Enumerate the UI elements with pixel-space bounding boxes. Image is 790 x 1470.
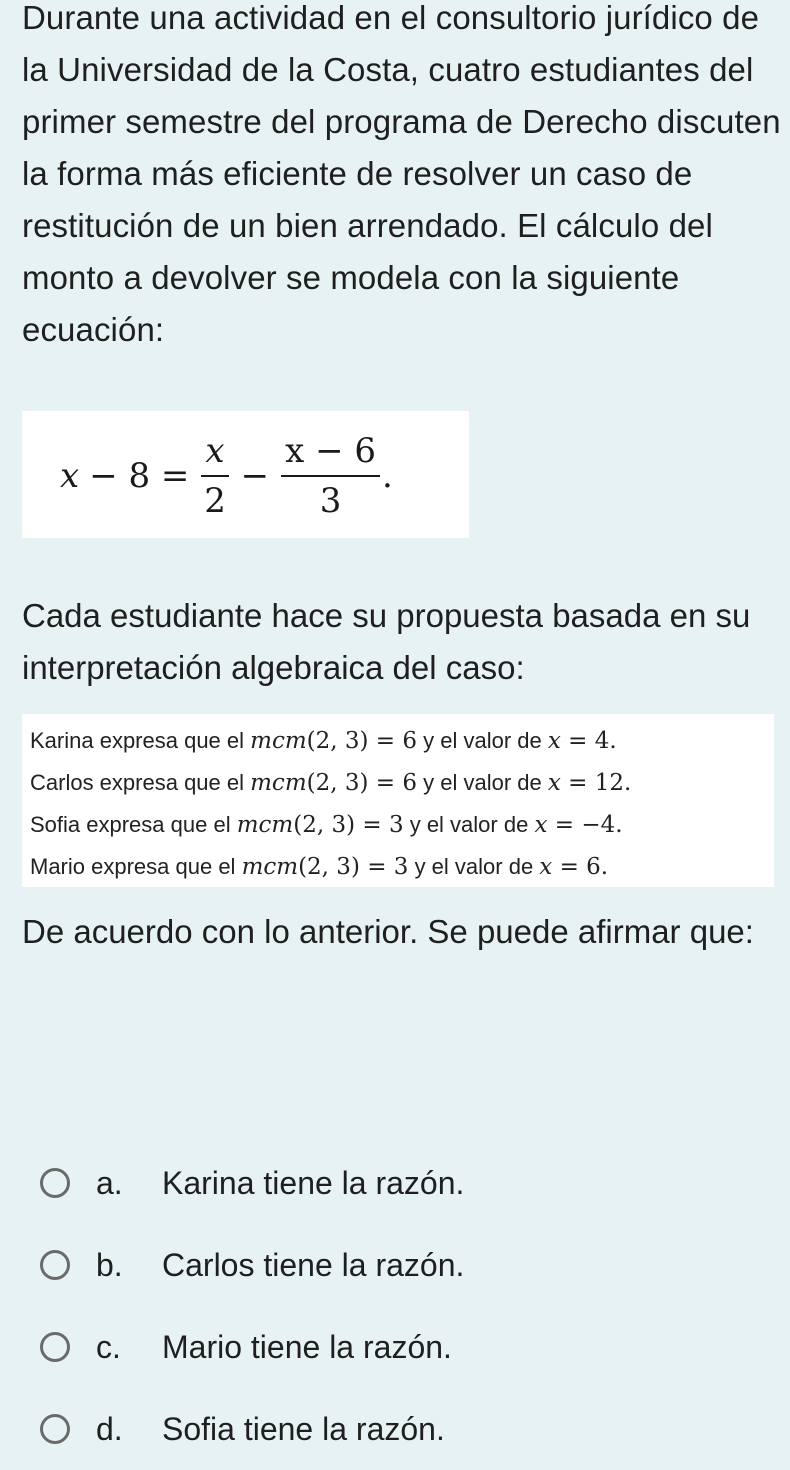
claim-mcm bbox=[250, 728, 417, 754]
equation-fraction-1 bbox=[201, 431, 228, 521]
equation-minus: − bbox=[240, 456, 270, 496]
answer-options bbox=[40, 1142, 760, 1470]
mcm-value: (2, 3) = 3 bbox=[293, 812, 404, 838]
option-d[interactable] bbox=[40, 1388, 760, 1470]
x-value: = 12. bbox=[560, 770, 632, 796]
x-variable: x bbox=[534, 812, 548, 838]
option-letter: a. bbox=[96, 1164, 123, 1201]
mcm-value: (2, 3) = 6 bbox=[306, 728, 418, 754]
mcm-value: (2, 3) = 6 bbox=[306, 770, 418, 796]
claim-mario bbox=[30, 846, 774, 888]
mcm-label: mcm bbox=[241, 854, 299, 880]
claim-text: Mario expresa que el bbox=[30, 854, 242, 879]
equation-lhs-variable: x bbox=[60, 456, 80, 496]
question-intro-2: Cada estudiante hace su propuesta basada en su interpretación algebraica del caso: bbox=[22, 597, 751, 686]
x-value: = −4. bbox=[547, 812, 623, 838]
equation-image bbox=[22, 411, 469, 538]
claims-list bbox=[22, 714, 774, 888]
claim-x-value bbox=[548, 728, 617, 754]
mcm-value: (2, 3) = 3 bbox=[298, 854, 409, 880]
equation-lhs-operator: − 8 = bbox=[89, 456, 190, 496]
claim-mcm bbox=[250, 770, 417, 796]
option-c[interactable] bbox=[40, 1306, 760, 1388]
claim-x-value bbox=[534, 812, 622, 838]
equation-end: . bbox=[382, 456, 393, 496]
radio-button-b[interactable] bbox=[40, 1250, 70, 1280]
x-variable: x bbox=[547, 728, 561, 754]
radio-button-d[interactable] bbox=[40, 1414, 70, 1444]
claim-mcm bbox=[237, 812, 404, 838]
radio-button-a[interactable] bbox=[40, 1168, 70, 1198]
x-value: = 6. bbox=[552, 854, 609, 880]
fraction-2-numerator: x − 6 bbox=[281, 431, 380, 477]
claim-text: Sofia expresa que el bbox=[30, 812, 237, 837]
claim-text: y el valor de bbox=[417, 770, 548, 795]
option-text[interactable]: Carlos tiene la razón. bbox=[162, 1246, 465, 1283]
claim-carlos bbox=[30, 762, 774, 804]
x-variable: x bbox=[539, 854, 553, 880]
option-letter: c. bbox=[96, 1328, 121, 1365]
option-letter: d. bbox=[96, 1410, 123, 1447]
claim-sofia bbox=[30, 804, 774, 846]
fraction-2-denominator: 3 bbox=[319, 481, 342, 521]
fraction-1-numerator: x bbox=[201, 431, 228, 477]
x-value: = 4. bbox=[560, 728, 617, 754]
option-text[interactable]: Karina tiene la razón. bbox=[162, 1164, 465, 1201]
mcm-label: mcm bbox=[250, 728, 307, 754]
question-intro: Durante una actividad en el consultorio jurídico de la Universidad de la Costa, cuatro estudiantes del primer semestre del programa de Derecho discuten la forma más eficiente de resolver un caso de restitución de un bien arrendado. El cálculo del monto a devolver se modela con la siguiente ecuación: bbox=[22, 0, 781, 348]
option-b[interactable] bbox=[40, 1224, 760, 1306]
claim-text: y el valor de bbox=[417, 728, 548, 753]
equation-fraction-2 bbox=[281, 431, 380, 521]
mcm-label: mcm bbox=[236, 812, 294, 838]
fraction-1-denominator: 2 bbox=[204, 481, 226, 521]
x-variable: x bbox=[547, 770, 561, 796]
radio-button-c[interactable] bbox=[40, 1332, 70, 1362]
mcm-label: mcm bbox=[250, 770, 307, 796]
claim-text: Karina expresa que el bbox=[30, 728, 251, 753]
option-letter: b. bbox=[96, 1246, 123, 1283]
option-text[interactable]: Mario tiene la razón. bbox=[162, 1328, 452, 1365]
claim-text: y el valor de bbox=[403, 812, 535, 837]
option-text[interactable]: Sofia tiene la razón. bbox=[162, 1410, 445, 1447]
claims-image bbox=[22, 714, 774, 887]
claim-text: Carlos expresa que el bbox=[30, 770, 251, 795]
claim-x-value bbox=[539, 854, 608, 880]
claim-mcm bbox=[242, 854, 409, 880]
claim-x-value bbox=[548, 770, 631, 796]
claim-text: y el valor de bbox=[408, 854, 540, 879]
question-conclusion: De acuerdo con lo anterior. Se puede afirmar que: bbox=[22, 913, 754, 950]
equation bbox=[60, 421, 393, 531]
option-a[interactable] bbox=[40, 1142, 760, 1224]
claim-karina bbox=[30, 720, 774, 762]
